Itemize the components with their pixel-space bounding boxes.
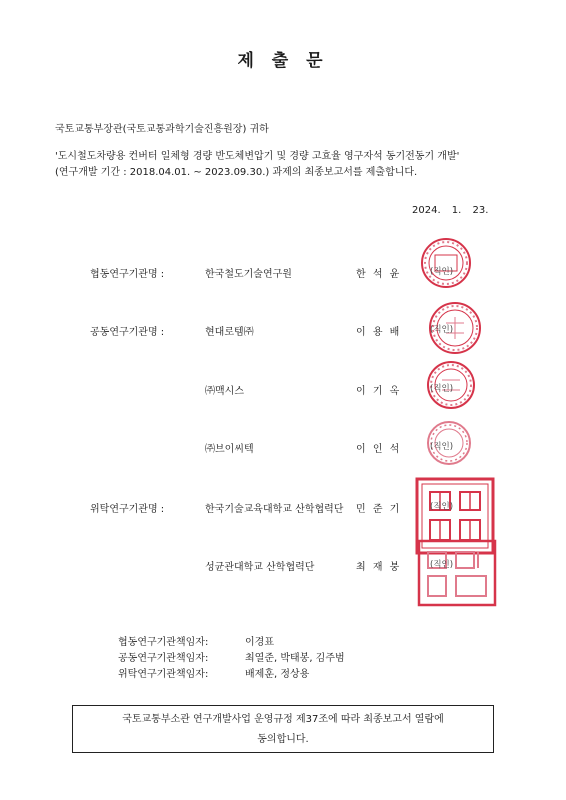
org-role-label: 협동연구기관명 : [90,269,165,280]
responsible-label: 공동연구기관책임자: [118,653,209,664]
seal-label: (직인) [430,267,454,277]
org-role-label: 위탁연구기관명 : [90,504,165,515]
org-head-name: 이 인 석 [356,444,402,455]
org-name: 현대로템㈜ [205,327,254,338]
org-name: ㈜브이씨텍 [205,444,254,455]
responsible-label: 협동연구기관책임자: [118,637,209,648]
org-head-name: 민 준 기 [356,504,402,515]
org-name: 한국기술교육대학교 산학협력단 [205,504,344,515]
seal-label: (직인) [430,325,454,335]
consent-text-line: 국토교통부소관 연구개발사업 운영규정 제37조에 따라 최종보고서 열람에 [122,714,444,725]
recipient-line: 국토교통부장관(국토교통과학기술진흥원장) 귀하 [55,124,269,135]
responsible-label: 위탁연구기관책임자: [118,669,209,680]
responsible-names: 이경표 [245,637,274,648]
seal-label: (직인) [430,384,454,394]
org-role-label: 공동연구기관명 : [90,327,165,338]
responsible-names: 배제훈, 정상용 [245,669,310,680]
seal-label: (직인) [430,442,454,452]
org-name: 성균관대학교 산학협력단 [205,562,315,573]
consent-box [72,705,494,753]
submission-date: 2024. 1. 23. [412,205,489,216]
seal-label: (직인) [430,502,454,512]
project-period-line: (연구개발 기간 : 2018.04.01. ~ 2023.09.30.) 과제의 최종보고서를 제출합니다. [55,167,418,178]
org-name: ㈜맥시스 [205,386,244,397]
responsible-names: 최열준, 박태봉, 김주범 [245,653,345,664]
org-head-name: 최 재 붕 [356,562,402,573]
org-head-name: 한 석 윤 [356,269,402,280]
round-seal-icon [420,237,472,289]
org-name: 한국철도기술연구원 [205,269,292,280]
project-title-line: '도시철도차량용 컨버터 일체형 경량 반도체변압기 및 경량 고효율 영구자석 동기전동기 개발' [55,151,460,162]
page-title: 제 출 문 [237,51,329,71]
org-head-name: 이 기 옥 [356,386,402,397]
square-seal-icon [416,538,498,608]
consent-text-line: 동의합니다. [257,734,309,745]
seal-label: (직인) [430,560,454,570]
org-head-name: 이 용 배 [356,327,402,338]
